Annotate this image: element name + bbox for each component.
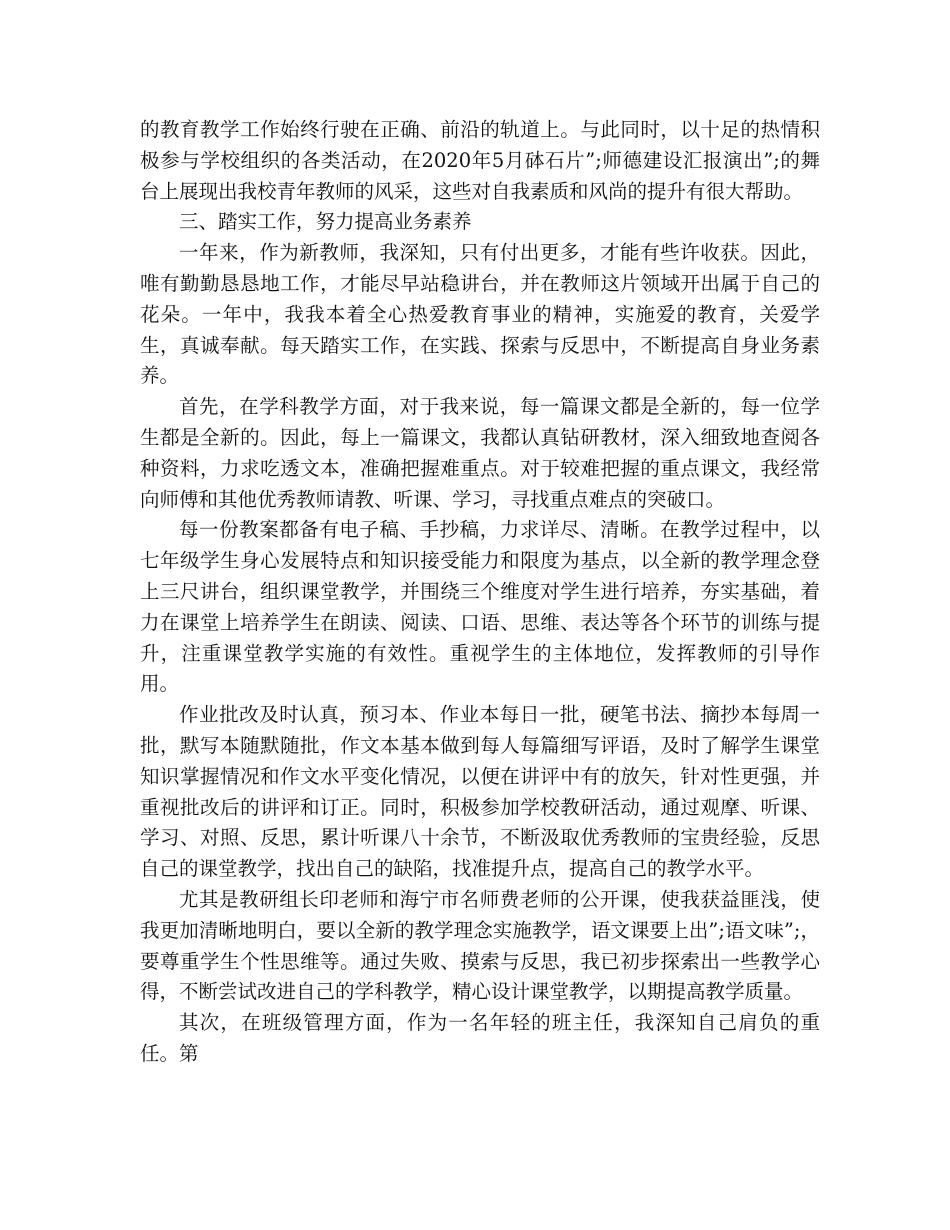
section-heading: 三、踏实工作，努力提高业务素养 bbox=[179, 210, 472, 234]
document-body bbox=[140, 115, 820, 1070]
paragraph-continued: 的教育教学工作始终行驶在正确、前沿的轨道上。与此同时，以十足的热情积极参与学校组织的各类活动，在2020年5月砵石片”;师德建设汇报演出”;的舞台上展现出我校青年教师的风采，这些对自我素质和风尚的提升有很大帮助。 bbox=[140, 118, 820, 203]
paragraph: 尤其是教研组长印老师和海宁市名师费老师的公开课，使我获益匪浅，使我更加清晰地明白，要以全新的教学理念实施教学，语文课要上出”;语文味”;，要尊重学生个性思维等。通过失败、摸索与反思，我已初步探索出一些教学心得，不断尝试改进自己的学科教学，精心设计课堂教学，以期提高教学质量。 bbox=[140, 887, 820, 1004]
paragraph: 作业批改及时认真，预习本、作业本每日一批，硬笔书法、摘抄本每周一批，默写本随默随批，作文本基本做到每人每篇细写评语，及时了解学生课堂知识掌握情况和作文水平变化情况，以便在讲评中有的放矢，针对性更强，并重视批改后的讲评和订正。同时，积极参加学校教研活动，通过观摩、听课、学习、对照、反思，累计听课八十余节，不断汲取优秀教师的宝贵经验，反思自己的课堂教学，找出自己的缺陷，找准提升点，提高自己的教学水平。 bbox=[140, 703, 820, 881]
paragraph: 其次，在班级管理方面，作为一名年轻的班主任，我深知自己肩负的重任。第 bbox=[140, 1011, 820, 1065]
paragraph: 每一份教案都备有电子稿、手抄稿，力求详尽、清晰。在教学过程中，以七年级学生身心发展特点和知识接受能力和限度为基点，以全新的教学理念登上三尺讲台，组织课堂教学，并围绕三个维度对学生进行培养，夯实基础，着力在课堂上培养学生在朗读、阅读、口语、思维、表达等各个环节的训练与提升，注重课堂教学实施的有效性。重视学生的主体地位，发挥教师的引导作用。 bbox=[140, 518, 820, 696]
paragraph: 一年来，作为新教师，我深知，只有付出更多，才能有些许收获。因此，唯有勤勤恳恳地工作，才能尽早站稳讲台，并在教师这片领域开出属于自己的花朵。一年中，我我本着全心热爱教育事业的精神，实施爱的教育，关爱学生，真诚奉献。每天踏实工作，在实践、探索与反思中，不断提高自身业务素养。 bbox=[140, 241, 820, 388]
paragraph: 首先，在学科教学方面，对于我来说，每一篇课文都是全新的，每一位学生都是全新的。因此，每上一篇课文，我都认真钻研教材，深入细致地查阅各种资料，力求吃透文本，准确把握难重点。对于较难把握的重点课文，我经常向师傅和其他优秀教师请教、听课、学习，寻找重点难点的突破口。 bbox=[140, 395, 820, 511]
